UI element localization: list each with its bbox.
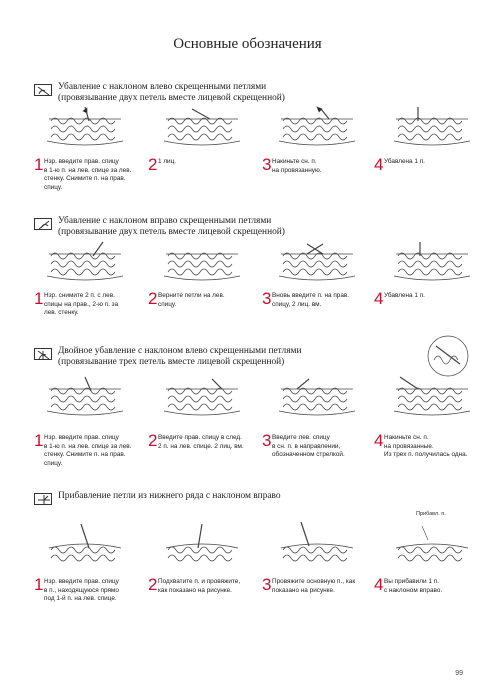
step-text: Провяжите основную п., как показано на рисунке.	[272, 578, 356, 594]
step-number: 1	[34, 575, 44, 594]
step-number: 1	[34, 289, 44, 308]
step-text: Нзр. снимите 2 п. с лев. спицы на прав., 2-ю п. за лев. стенку.	[44, 292, 119, 317]
step-number: 4	[374, 431, 384, 450]
step-number: 4	[374, 289, 384, 308]
knitting-illustration	[392, 375, 472, 421]
page-number: 99	[455, 670, 463, 677]
step-number: 2	[148, 155, 158, 174]
knitting-illustration	[45, 375, 125, 421]
page-title: Основные обозначения	[173, 36, 322, 52]
knitting-illustration	[392, 240, 472, 286]
knitting-illustration	[45, 105, 125, 151]
step-text: Накиньте сн. п. на провязанные. Из трех п. получилась одна.	[384, 434, 468, 459]
step-number: 3	[262, 289, 272, 308]
left-slant-decrease-icon	[34, 84, 52, 96]
step-text: Вновь введите п. на прав. спицу, 2 лиц. вм.	[272, 292, 350, 308]
knitting-illustration	[392, 518, 472, 564]
step-text: Вы прибавили 1 п. с наклоном вправо.	[384, 578, 443, 594]
step-text: Подхватите п. и провяжите, как показано на рисунке.	[158, 578, 241, 594]
step-text: Нзр. введите прав. спицу в 1-ю п. на лев. спице за лев. стенку. Снимите п. на прав. спицу.	[44, 434, 132, 467]
step-number: 1	[34, 431, 44, 450]
step-text: 1 лиц.	[158, 158, 177, 165]
step-text: Убавлена 1 п.	[384, 158, 425, 165]
step-number: 1	[34, 155, 44, 174]
knitting-illustration	[392, 105, 472, 151]
step-number: 3	[262, 431, 272, 450]
section-title: Двойное убавление с наклоном влево скрещенными петлями (провязывание трех петель вместе лицевой скрещенной)	[58, 346, 302, 367]
double-decrease-icon	[34, 348, 52, 360]
knitting-illustration	[277, 375, 357, 421]
step-number: 4	[374, 155, 384, 174]
step-text: Накиньте сн. п. на провязанную.	[272, 158, 322, 174]
step-number: 3	[262, 575, 272, 594]
section-title: Убавление с наклоном влево скрещенными петлями (провязывание двух петель вместе лицевой скрещенной)	[58, 82, 285, 103]
step-text: Введите прав. спицу в след. 2 п. на лев. спице. 2 лиц. вм.	[158, 434, 244, 450]
knitting-illustration	[277, 518, 357, 564]
step-number: 2	[148, 575, 158, 594]
section-title: Убавление с наклоном вправо скрещенными петлями (провязывание двух петель вместе лицевой скрещенной)	[58, 216, 285, 237]
magnified-detail-illustration	[426, 334, 470, 378]
step-text: Убавлена 1 п.	[384, 292, 425, 299]
knitting-illustration	[277, 240, 357, 286]
knitting-illustration	[162, 518, 242, 564]
step-text: Нзр. введите прав. спицу в п., находящуюся прямо под 1-й п. на лев. спице.	[44, 578, 119, 603]
knitting-illustration	[162, 375, 242, 421]
knitting-illustration	[45, 240, 125, 286]
step-number: 2	[148, 431, 158, 450]
knitting-illustration	[277, 105, 357, 151]
knitting-illustration	[162, 105, 242, 151]
right-slant-decrease-icon	[34, 218, 52, 230]
step-number: 3	[262, 155, 272, 174]
step-number: 4	[374, 575, 384, 594]
step-text: Введите лев. спицу в сн. п. в направлении, обозначенном стрелкой.	[272, 434, 345, 459]
increase-icon	[34, 493, 52, 505]
step-text: Верните петли на лев. спицу.	[158, 292, 225, 308]
section-title: Прибавление петли из нижнего ряда с наклоном вправо	[58, 491, 281, 501]
step-number: 2	[148, 289, 158, 308]
knitting-illustration	[162, 240, 242, 286]
step-text: Нзр. введите прав. спицу в 1-ю п. на лев. спице за лев. стенку. Снимите п. на прав. спицу.	[44, 158, 132, 191]
knitting-illustration	[45, 518, 125, 564]
callout-label: Прибавл. п.	[416, 511, 446, 517]
